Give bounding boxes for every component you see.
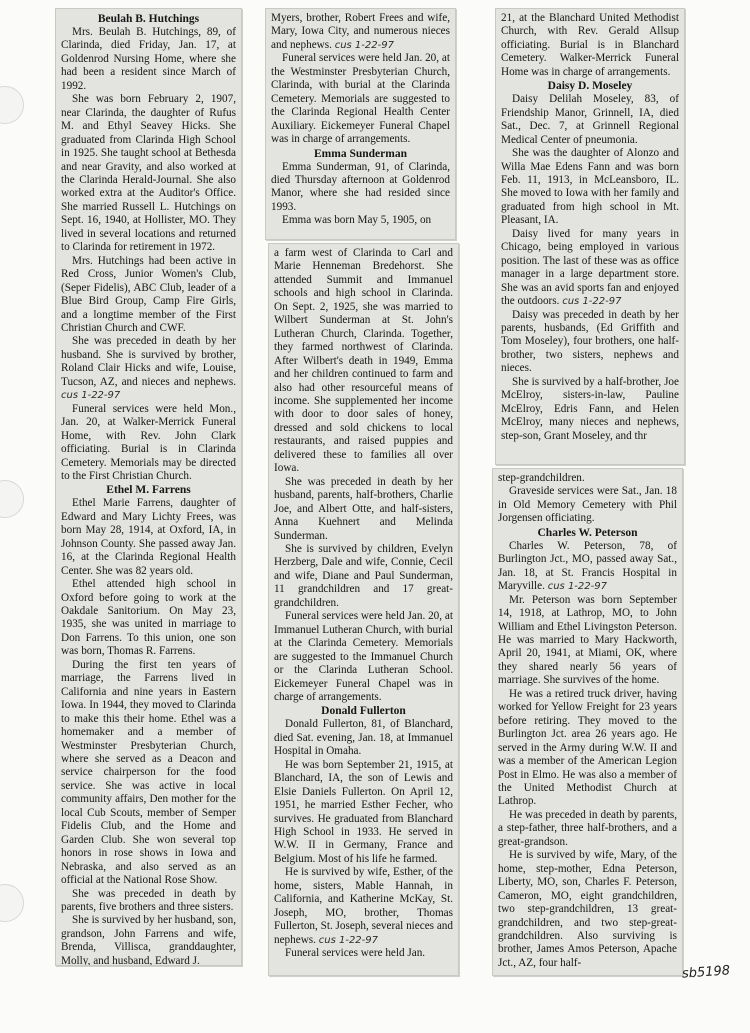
handwritten-note: cus 1-22-97 — [334, 39, 394, 51]
paragraph: step-grandchildren. — [498, 472, 585, 484]
paragraph: She was preceded in death by her husband, parents, half-brothers, Charlie Joe, and Albert Otte, and half-sisters, Anna Kuehnert and Melinda Sunderman. — [274, 475, 453, 542]
paragraph: Donald Fullerton, 81, of Blanchard, died Sat. evening, Jan. 18, at Immanuel Hospital in Omaha. — [274, 718, 453, 758]
paragraph: During the first ten years of marriage, the Farrens lived in California and nine years in Eastern Iowa. In 1944, they moved to Clarinda to make this their home. Ethel was a homemaker and a member of Westminster Presbyterian Church, where she served as a Deacon and service chairperson for the food service. She was active in local community affairs, Den mother for the local Cub Scouts, member of Semper Fidelis Club, and the Home and Garden Club. She won several top honors in rose shows in Iowa and Nebraska, and also served as an official at the National Rose Show. — [61, 658, 236, 887]
obituary-heading-sunderman: Emma Sunderman — [314, 147, 407, 160]
paragraph: Emma Sunderman, 91, of Clarinda, died Thursday afternoon at Goldenrod Manor, where she had resided since 1993. — [271, 160, 450, 213]
binder-hole-bottom — [0, 884, 24, 922]
paragraph: Mrs. Beulah B. Hutchings, 89, of Clarinda, died Friday, Jan. 17, at Goldenrod Nursing Home, where she had been a resident since March of 1992. — [61, 26, 236, 92]
handwritten-note: cus 1-22-97 — [61, 390, 121, 402]
obituary-heading-peterson: Charles W. Peterson — [537, 526, 638, 539]
paragraph: Funeral services were held Mon., Jan. 20, at Walker-Merrick Funeral Home, with Rev. John Clark officiating. Burial is in Clarinda Cemetery. Memorials may be directed to the First Christian Church. — [61, 402, 236, 482]
obituary-heading-moseley: Daisy D. Moseley — [547, 80, 633, 93]
paragraph: She is survived by children, Evelyn Herzberg, Dale and wife, Connie, Cecil and wife, Diane and Paul Sunderman, 11 grandchildren and 17 great-grandchildren. — [274, 542, 453, 609]
paragraph — [498, 540, 677, 594]
paragraph: Daisy was preceded in death by her parents, husbands, (Ed Griffith and Tom Moseley), four brothers, one half-brother, two sisters, nephews and nieces. — [501, 308, 679, 375]
paragraph: Mr. Peterson was born September 14, 1918, at Lathrop, MO, to John William and Ethel Livingston Peterson. He was married to Mary Hackworth, April 20, 1941, at Miami, OK, where they shared nearly 56 years of marriage. She survives of the home. — [498, 593, 677, 687]
obituary-heading-fullerton: Donald Fullerton — [321, 705, 406, 718]
paragraph: He was born September 21, 1915, at Blanchard, IA, the son of Lewis and Elsie Daniels Fullerton. On April 12, 1951, he married Esther Fecher, who survives. He graduated from Blanchard High School in 1933. He served in W.W. II in Germany, France and Belgium. Most of his life he farmed. — [274, 758, 453, 865]
paragraph: Emma was born May 5, 1905, on — [282, 214, 432, 227]
paragraph: She is survived by a half-brother, Joe McElroy, sisters-in-law, Pauline McElroy, Edris Fann, and Helen McElroy, many nieces and nephews, step-son, Grant Moseley, and thr — [501, 375, 679, 442]
paragraph: She was born February 2, 1907, near Clarinda, the daughter of Rufus M. and Ethyl Seavey Hicks. She graduated from Clarinda High School in 1925. She taught school at Bethesda and near Gravity, and also worked at the Clarinda Herald-Journal. She also worked extra at the Auditor's Office. She married Russell L. Hutchings on Sept. 16, 1940, at Hollister, MO. They lived in several locations and returned to Clarinda for retirement in 1972. — [61, 93, 236, 254]
paragraph: Mrs. Hutchings had been active in Red Cross, Junior Women's Club, (Seper Fidelis), ABC Club, leader of a Blue Bird Group, Camp Fire Girls, and a longtime member of the First Christian Church and CWF. — [61, 254, 236, 334]
paragraph: Funeral services were held Jan. — [285, 947, 426, 960]
archive-tag: sb5198 — [681, 963, 731, 982]
paragraph: Ethel attended high school in Oxford before going to work at the Oakdale Sanitorium. On May 23, 1935, she was united in marriage to Don Farrens. To this union, one son was born, Thomas R. Farrens. — [61, 578, 236, 658]
paragraph: Ethel Marie Farrens, daughter of Edward and Mary Lichty Frees, was born May 28, 1914, at Oxford, IA, in Johnson County. She passed away Jan. 16, at the Clarinda Regional Health Center. She was 82 years old. — [61, 497, 236, 577]
paragraph: He is survived by wife, Mary, of the home, step-mother, Edna Peterson, Liberty, MO, son, Charles F. Peterson, Cameron, MO, eight grandchildren, two step-grandchildren, 13 great-grandchildren, and two step-great-grandchildren. Also surviving is brother, James Amos Peterson, Apache Jct., AZ, four half- — [498, 849, 677, 969]
paragraph: She was the daughter of Alonzo and Willa Mae Edens Fann and was born Feb. 11, 1913, in McLeansboro, IL. She moved to Iowa with her family and graduated from high school in Mt. Pleasant, IA. — [501, 147, 679, 227]
paragraph: Funeral services were held Jan. 20, at the Westminster Presbyterian Church, Clarinda, with burial at the Clarinda Cemetery. Memorials are suggested to the Clarinda Regional Health Center Auxiliary. Eickemeyer Funeral Chapel was in charge of arrangements. — [271, 52, 450, 146]
paragraph: He was preceded in death by parents, a step-father, three half-brothers, and a great-grandson. — [498, 808, 677, 848]
clipping-hutchings-farrens — [55, 8, 242, 966]
paragraph: He was a retired truck driver, having worked for Yellow Freight for 23 years before retiring. They moved to the Burlington Jct. area 26 years ago. He served in the Army during W.W. II and was a member of the American Legion Post in Elmo. He was also a member of the United Methodist Church at Lathrop. — [498, 687, 677, 808]
paragraph: 21, at the Blanchard United Methodist Church, with Rev. Gerald Allsup officiating. Burial is in Blanchard Cemetery. Walker-Merrick Funeral Home was in charge of arrangements. — [501, 12, 679, 78]
paragraph: Graveside services were Sat., Jan. 18 in Old Memory Cemetery with Phil Jorgensen officiating. — [498, 485, 677, 525]
binder-hole-top — [0, 86, 24, 124]
paragraph-text: She was preceded in death by her husband. She is survived by brother, Roland Clair Hicks and wife, Louise, Tucson, AZ, and nieces and nephews. — [61, 335, 236, 388]
paragraph — [501, 228, 679, 309]
paragraph: Daisy Delilah Moseley, 83, of Friendship Manor, Grinnell, IA, died Sat., Dec. 7, at Grinnell Regional Medical Center of pneumonia. — [501, 93, 679, 146]
paragraph: Funeral services were held Jan. 20, at Immanuel Lutheran Church, with burial at the Clarinda Cemetery. Memorials are suggested to the Immanuel Church or the Clarinda Lutheran School. Eickemeyer Funeral Chapel was in charge of arrangements. — [274, 610, 453, 703]
paragraph: She was preceded in death by parents, five brothers and three sisters. — [61, 887, 236, 913]
paragraph: a farm west of Clarinda to Carl and Marie Henneman Bredehorst. She attended Summit and Immanuel schools and high school in Clarinda. On Sept. 2, 1925, she was married to Wilbert Sunderman at St. John's Lutheran Church, Clarinda. Together, they farmed northwest of Clarinda. After Wilbert's death in 1949, Emma and her children continued to farm and also had other resourceful means of income. She supplemented her income with door to door sales of honey, dressed and sold chickens to local restaurants, and raised puppies and delivered these to families all over Iowa. — [274, 247, 453, 475]
obituary-heading-farrens: Ethel M. Farrens — [106, 484, 191, 497]
paragraph-text: Charles W. Peterson, 78, of Burlington Jct., MO, passed away Sat., Jan. 18, at St. Francis Hospital in Maryville. — [498, 539, 677, 593]
handwritten-note: cus 1-22-97 — [318, 934, 379, 946]
paragraph — [274, 866, 453, 947]
binder-hole-middle — [0, 480, 24, 518]
paragraph — [61, 335, 236, 402]
paragraph-text: Daisy lived for many years in Chicago, being employed in various position. The last of these was as office manager in a large department store. She was an avid sports fan and enjoyed the outdoors. — [501, 227, 679, 308]
clipping-sunderman-fullerton — [268, 243, 459, 976]
obituary-heading-hutchings: Beulah B. Hutchings — [97, 13, 200, 25]
clipping-farrens-sunderman — [265, 8, 456, 240]
paragraph: She is survived by her husband, son, grandson, John Farrens and wife, Brenda, Villisca, granddaughter, Molly, and husband, Edward J. — [61, 914, 236, 966]
paragraph-text: Myers, brother, Robert Frees and wife, Mary, Iowa City, and numerous nieces and nephews. — [271, 12, 450, 51]
clipping-fullerton-moseley — [495, 8, 685, 465]
clipping-moseley-peterson — [492, 468, 683, 976]
paragraph — [271, 12, 450, 52]
paragraph-text: He is survived by wife, Esther, of the home, sisters, Mable Hannah, in California, and Katherine McKay, St. Joseph, MO, brother, Thomas Fullerton, St. Joseph, several nieces and nephews. — [274, 866, 453, 946]
handwritten-note: cus 1-22-97 — [547, 581, 607, 593]
handwritten-note: cus 1-22-97 — [562, 296, 622, 308]
